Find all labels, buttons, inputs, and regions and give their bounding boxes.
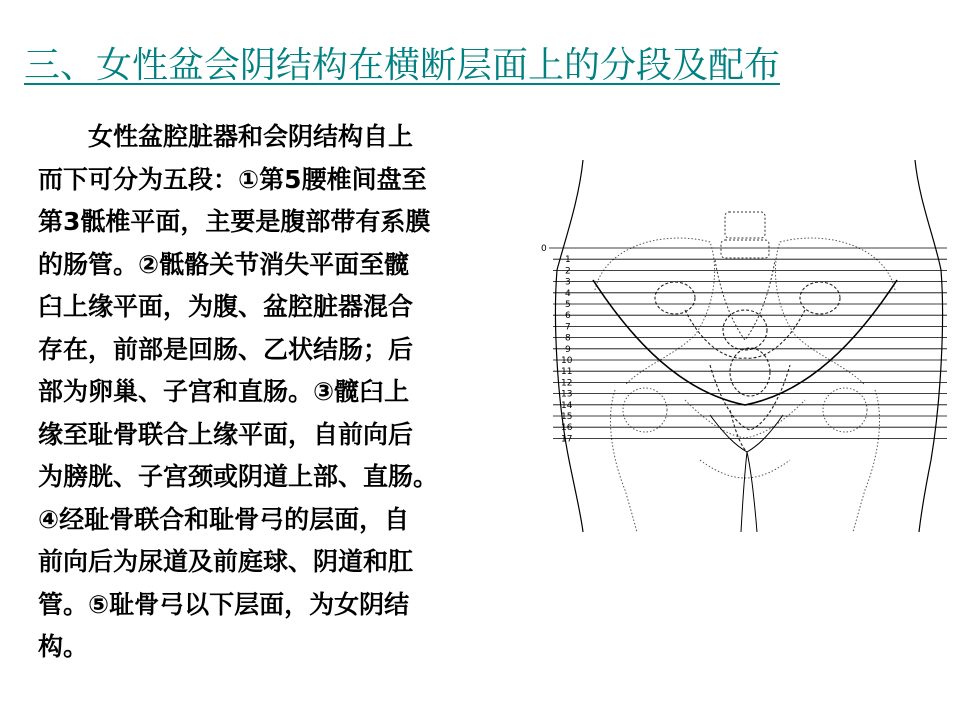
paragraph-line: 部为卵巢、子宫和直肠。③髋臼上 [38,377,410,406]
inguinal-ligament [593,280,897,405]
body-paragraph [38,116,543,669]
paragraph-line: 臼上缘平面，为腹、盆腔脏器混合 [38,292,414,321]
body-outline-right [915,160,943,532]
section-label-8: 8 [565,333,571,344]
paragraph-line: 缘至耻骨联合上缘平面，自前向后 [38,419,414,449]
pelvis-section-diagram [535,160,955,535]
pubic-symmetry [710,415,783,452]
section-label-14: 14 [561,400,573,411]
section-label-5: 5 [565,300,571,310]
paragraph-line: ④经耻骨联合和耻骨弓的层面，自 [38,504,410,534]
paragraph-line: 构。 [38,632,89,661]
paragraph-line: 管。⑤耻骨弓以下层面，为女阴结 [38,589,410,619]
section-label-12: 12 [561,378,573,389]
paragraph-line: 存在，前部是回肠、乙状结肠；后 [38,334,414,364]
section-label-15: 15 [561,412,573,422]
paragraph-line: 女性盆腔脏器和会阴结构自上 [38,122,414,151]
section-label-16: 16 [561,423,573,434]
section-label-0: 0 [541,244,547,254]
paragraph-line: 第3骶椎平面，主要是腹部带有系膜 [38,207,431,236]
paragraph-line: 而下可分为五段：①第5腰椎间盘至 [38,164,427,194]
hip-bones [595,238,895,532]
slide-title: 三、女性盆会阴结构在横断层面上的分段及配布 [24,45,781,86]
section-label-3: 3 [565,277,571,288]
sacrum [715,212,775,340]
paragraph-line: 的肠管。②骶骼关节消失平面至髋 [38,249,410,279]
section-label-2: 2 [565,266,571,277]
section-levels [541,244,947,444]
section-label-17: 17 [561,434,573,445]
section-label-7: 7 [565,322,571,333]
pelvis-illustration [535,160,955,535]
section-label-4: 4 [565,288,571,299]
pelvic-organs [655,282,840,452]
section-label-13: 13 [561,389,573,400]
section-label-6: 6 [565,311,571,322]
section-label-9: 9 [565,344,571,355]
paragraph-line: 为膀胱、子宫颈或阴道上部、直肠。 [38,462,439,491]
paragraph-line: 前向后为尿道及前庭球、阴道和肛 [38,547,414,576]
vulva-line [741,452,757,532]
section-label-11: 11 [561,367,573,378]
section-label-1: 1 [565,255,571,266]
section-label-10: 10 [561,356,573,366]
